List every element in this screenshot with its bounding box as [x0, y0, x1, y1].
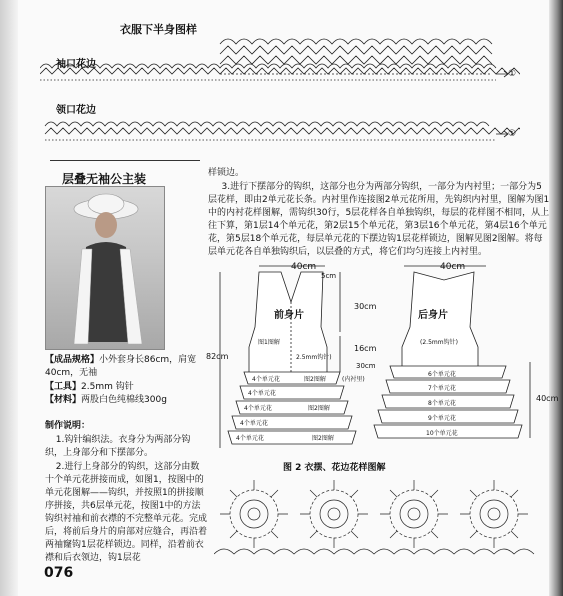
hook-back: (2.5mm钩针) [420, 339, 458, 346]
spec-size-text: 小外套身长86cm，肩宽40cm，无袖 [45, 355, 197, 378]
page-binding [0, 0, 18, 596]
back-layer-3: 8个单元花 [428, 400, 456, 407]
model-silhouette [46, 187, 164, 349]
collar-edge-label: 领口花边 [56, 105, 96, 116]
back-layer-5: 10个单元花 [426, 430, 458, 437]
crochet-stitch-chart [40, 30, 520, 155]
chart-marker-1: ① [508, 69, 517, 79]
back-layer-4: 9个单元花 [428, 415, 456, 422]
fig1-label-front: 图1图解 [258, 339, 280, 346]
width-back: 40cm [440, 262, 466, 272]
fig2-tag-1: 图2图解 [304, 376, 326, 383]
back-title: 后身片 [418, 310, 448, 321]
spec-tool-text: 2.5mm 钩针 [81, 382, 134, 392]
dim-40: 40cm [536, 394, 559, 403]
method-para-1: 1.钩针编织法。衣身分为两部分钩织，上身部分和下摆部分。 [45, 435, 191, 458]
back-layer-1: 6个单元花 [428, 371, 456, 378]
length-total: 82cm [206, 352, 229, 361]
front-layer-4: 4个单元花 [240, 420, 268, 427]
width-front: 40cm [291, 262, 317, 272]
fig2-tag-2: 图2图解 [308, 405, 330, 412]
cuff-edge-label: 袖口花边 [56, 59, 96, 70]
spec-size-label: 【成品规格】 [45, 355, 100, 365]
spec-tool [45, 381, 205, 394]
neck-width: 5cm [321, 272, 337, 280]
dim-30b: 30cm [356, 362, 376, 370]
spec-material [45, 394, 205, 407]
figure-2-caption: 图 2 衣摆、花边花样图解 [283, 463, 386, 473]
spec-size [45, 354, 205, 380]
garment-schematic [214, 262, 544, 458]
lining-label: (内衬里) [342, 376, 365, 383]
dim-16: 16cm [354, 344, 377, 353]
back-layer-2: 7个单元花 [428, 385, 456, 392]
model-photo [45, 186, 165, 350]
method-para-2: 2.进行上身部分的钩织，这部分由数十个单元花拼接而成，如图1，按图中的单元花图解——钩织，并按照1的拼接顺序拼接，共6层单元花，按图1中的方法钩织衬袖和前衣襟的不完整单元花。完成后，将前后身片的肩部对应缝合，再沿着两袖窿钩1层花样锁边。同样，沿着前衣襟和后衣领边，钩1层花 [45, 462, 208, 563]
chart-marker-2: ① [508, 129, 517, 139]
spec-material-text: 两股白色纯棉线300g [81, 395, 167, 405]
chart-title: 衣服下半身图样 [120, 23, 197, 36]
page-edge-shadow [549, 0, 563, 596]
spec-tool-label: 【工具】 [45, 382, 82, 392]
front-layer-1: 4个单元花 [252, 376, 280, 383]
right-col-top: 样锁边。 [208, 168, 245, 178]
front-title: 前身片 [274, 310, 304, 321]
motif-chart [214, 474, 544, 566]
front-layer-2: 4个单元花 [248, 390, 276, 397]
method-title: 制作说明： [45, 421, 91, 431]
method-para-3: 3.进行下摆部分的钩织，这部分也分为两部分钩织，一部分为内衬里；一部分为5层花样，即由2单元花长条。内衬里作连接图2单元花所用，先钩织内衬里，图解为图1中的内衬花样图解，需钩织30行，5层花样各自单独钩织，每层的花样图不相同，从上往下算，第1层14个单元花，第2层15个单元花，第3层16个单元花，第4层16个单元花，第5层18个单元花，每层单元花的下摆边钩1层花样锁边，图解见图2图解。将每层单元花各自单独钩织后，以层叠的方式，将它们均匀连接上内衬里。 [208, 182, 550, 257]
spec-material-label: 【材料】 [45, 395, 82, 405]
front-layer-5: 4个单元花 [236, 435, 264, 442]
front-layer-3: 4个单元花 [244, 405, 272, 412]
fig2-tag-3: 图2图解 [312, 435, 334, 442]
page-number: 076 [44, 565, 74, 581]
hook-front: 2.5mm钩针) [296, 354, 332, 361]
article-title: 层叠无袖公主装 [62, 172, 147, 186]
section-divider [50, 160, 200, 161]
dim-30: 30cm [354, 302, 377, 311]
